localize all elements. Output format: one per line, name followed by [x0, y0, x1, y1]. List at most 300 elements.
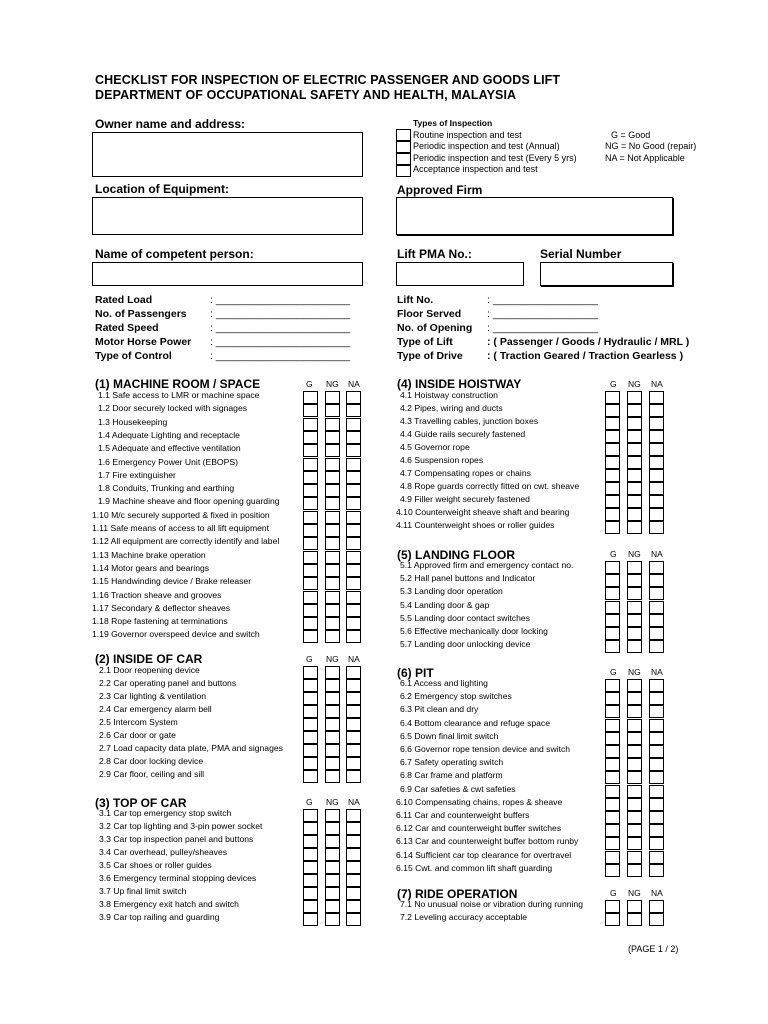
checkbox-ng[interactable]: [627, 601, 642, 614]
section-pit-title: (6) PIT: [397, 666, 434, 680]
checkbox-g[interactable]: [605, 614, 620, 627]
checkbox-g[interactable]: [303, 809, 318, 822]
checklist-item-label: 1.8 Conduits, Trunking and earthing: [98, 483, 235, 493]
checkbox-g[interactable]: [303, 564, 318, 577]
checkbox-na[interactable]: [649, 587, 664, 600]
checkbox-ng[interactable]: [627, 391, 642, 404]
legend-ng: NG = No Good (repair): [605, 141, 697, 151]
control-type-field[interactable]: : _______________________: [210, 350, 351, 362]
checkbox-na[interactable]: [346, 564, 361, 577]
checkbox-na[interactable]: [346, 887, 361, 900]
col-header-ng: NG: [628, 549, 641, 559]
checkbox-g[interactable]: [303, 679, 318, 692]
checkbox-ng[interactable]: [325, 604, 340, 617]
checkbox-g[interactable]: [605, 587, 620, 600]
checkbox-na[interactable]: [346, 809, 361, 822]
checklist-item-label: 2.7 Load capacity data plate, PMA and signages: [99, 743, 283, 753]
checkbox-ng[interactable]: [325, 692, 340, 705]
checklist-item-label: 5.2 Hall panel buttons and Indicator: [400, 573, 536, 583]
checkbox-g[interactable]: [605, 574, 620, 587]
checkbox-na[interactable]: [346, 692, 361, 705]
checkbox-g[interactable]: [303, 431, 318, 444]
checkbox-ng[interactable]: [325, 679, 340, 692]
checkbox-na[interactable]: [649, 771, 664, 784]
checklist-item-label: 3.7 Up final limit switch: [99, 886, 187, 896]
checkbox-ng[interactable]: [627, 758, 642, 771]
checkbox-ng[interactable]: [627, 508, 642, 521]
inspection-type-label: Periodic inspection and test (Every 5 yrs): [413, 153, 577, 163]
checkbox-ng[interactable]: [325, 822, 340, 835]
checkbox-ng[interactable]: [325, 874, 340, 887]
checkbox-na[interactable]: [346, 822, 361, 835]
checkbox-na[interactable]: [346, 537, 361, 550]
col-header-ng: NG: [628, 888, 641, 898]
checkbox-ng[interactable]: [627, 913, 642, 926]
checkbox-g[interactable]: [303, 731, 318, 744]
checklist-item-label: 4.2 Pipes, wiring and ducts: [400, 403, 503, 413]
checkbox-ng[interactable]: [627, 745, 642, 758]
checkbox-ng[interactable]: [627, 640, 642, 653]
floor-served-label: Floor Served: [397, 308, 462, 320]
checkbox-g[interactable]: [303, 887, 318, 900]
checklist-item-label: 3.1 Car top emergency stop switch: [99, 808, 232, 818]
checkbox-ng[interactable]: [325, 391, 340, 404]
checkbox-na[interactable]: [649, 640, 664, 653]
checkbox-ng[interactable]: [325, 497, 340, 510]
checkbox-na[interactable]: [649, 745, 664, 758]
checklist-item-label: 7.1 No unusual noise or vibration during running: [400, 899, 583, 909]
checklist-item-label: 6.2 Emergency stop switches: [400, 691, 512, 701]
checkbox-g[interactable]: [605, 837, 620, 850]
checkbox-na[interactable]: [649, 692, 664, 705]
checkbox-g[interactable]: [303, 617, 318, 630]
drive-type-options[interactable]: : ( Traction Geared / Traction Gearless ): [487, 350, 684, 362]
checkbox-na[interactable]: [346, 458, 361, 471]
checkbox-ng[interactable]: [627, 705, 642, 718]
checkbox-na[interactable]: [346, 731, 361, 744]
checklist-item-label: 2.8 Car door locking device: [99, 756, 204, 766]
checkbox-ng[interactable]: [325, 731, 340, 744]
checkbox-ng[interactable]: [627, 521, 642, 534]
checkbox-g[interactable]: [605, 627, 620, 640]
lift-pma-input[interactable]: [396, 262, 524, 286]
checkbox-g[interactable]: [605, 745, 620, 758]
checkbox-ng[interactable]: [627, 824, 642, 837]
inspection-type-checkbox[interactable]: [396, 141, 411, 153]
approved-firm-input[interactable]: [396, 197, 673, 235]
checkbox-na[interactable]: [649, 705, 664, 718]
checkbox-ng[interactable]: [325, 431, 340, 444]
checkbox-na[interactable]: [649, 851, 664, 864]
checkbox-ng[interactable]: [325, 418, 340, 431]
checklist-item-label: 4.10 Counterweight sheave shaft and bearing: [396, 507, 570, 517]
checkbox-na[interactable]: [649, 837, 664, 850]
checkbox-g[interactable]: [605, 561, 620, 574]
competent-person-input[interactable]: [92, 262, 363, 286]
lift-no-field[interactable]: : __________________: [487, 294, 598, 306]
checkbox-g[interactable]: [605, 508, 620, 521]
checkbox-ng[interactable]: [627, 587, 642, 600]
checkbox-na[interactable]: [346, 604, 361, 617]
checklist-item-label: 3.2 Car top lighting and 3-pin power socket: [99, 821, 263, 831]
checkbox-ng[interactable]: [325, 511, 340, 524]
legend-na: NA = Not Applicable: [605, 153, 685, 163]
checkbox-na[interactable]: [346, 484, 361, 497]
checkbox-na[interactable]: [346, 591, 361, 604]
checkbox-g[interactable]: [605, 391, 620, 404]
checkbox-g[interactable]: [303, 391, 318, 404]
checkbox-g[interactable]: [605, 864, 620, 877]
openings-label: No. of Opening: [397, 322, 473, 334]
checklist-item-label: 4.6 Suspension ropes: [400, 455, 484, 465]
checkbox-na[interactable]: [346, 770, 361, 783]
checkbox-g[interactable]: [303, 630, 318, 643]
checkbox-na[interactable]: [346, 577, 361, 590]
checkbox-na[interactable]: [649, 404, 664, 417]
col-header-ng: NG: [628, 667, 641, 677]
checkbox-g[interactable]: [605, 732, 620, 745]
checkbox-na[interactable]: [649, 495, 664, 508]
lift-pma-label: Lift PMA No.:: [397, 247, 472, 261]
checkbox-ng[interactable]: [325, 630, 340, 643]
checkbox-na[interactable]: [346, 524, 361, 537]
checkbox-g[interactable]: [605, 404, 620, 417]
inspection-type-checkbox[interactable]: [396, 153, 411, 165]
checkbox-ng[interactable]: [627, 561, 642, 574]
checkbox-ng[interactable]: [325, 835, 340, 848]
checkbox-g[interactable]: [303, 444, 318, 457]
checkbox-g[interactable]: [303, 458, 318, 471]
passengers-field[interactable]: : _______________________: [210, 308, 351, 320]
checkbox-na[interactable]: [649, 900, 664, 913]
checkbox-na[interactable]: [346, 757, 361, 770]
checkbox-g[interactable]: [605, 771, 620, 784]
checkbox-ng[interactable]: [627, 811, 642, 824]
checkbox-ng[interactable]: [325, 718, 340, 731]
checkbox-g[interactable]: [303, 404, 318, 417]
checkbox-na[interactable]: [649, 430, 664, 443]
checkbox-g[interactable]: [605, 851, 620, 864]
checkbox-na[interactable]: [649, 574, 664, 587]
checkbox-na[interactable]: [649, 864, 664, 877]
checkbox-ng[interactable]: [325, 577, 340, 590]
checkbox-na[interactable]: [649, 811, 664, 824]
checkbox-g[interactable]: [303, 822, 318, 835]
checkbox-g[interactable]: [303, 835, 318, 848]
checkbox-na[interactable]: [346, 666, 361, 679]
checkbox-ng[interactable]: [627, 469, 642, 482]
checkbox-g[interactable]: [303, 913, 318, 926]
checklist-item-label: 1.15 Handwinding device / Brake releaser: [92, 576, 252, 586]
checkbox-g[interactable]: [605, 679, 620, 692]
checkbox-ng[interactable]: [627, 864, 642, 877]
checkbox-g[interactable]: [303, 511, 318, 524]
checklist-item-label: 3.9 Car top railing and guarding: [99, 912, 220, 922]
checklist-item-label: 5.5 Landing door contact switches: [400, 613, 530, 623]
checkbox-ng[interactable]: [325, 861, 340, 874]
checkbox-g[interactable]: [303, 524, 318, 537]
checklist-item-label: 4.8 Rope guards correctly fitted on cwt. sheave: [400, 481, 580, 491]
checkbox-na[interactable]: [346, 511, 361, 524]
checkbox-na[interactable]: [649, 798, 664, 811]
checkbox-ng[interactable]: [325, 537, 340, 550]
checkbox-g[interactable]: [605, 430, 620, 443]
checkbox-ng[interactable]: [627, 614, 642, 627]
checkbox-ng[interactable]: [627, 430, 642, 443]
checkbox-g[interactable]: [303, 705, 318, 718]
checkbox-ng[interactable]: [325, 900, 340, 913]
checkbox-g[interactable]: [303, 551, 318, 564]
approved-firm-label: Approved Firm: [397, 183, 483, 197]
checkbox-ng[interactable]: [627, 443, 642, 456]
location-input[interactable]: [92, 197, 363, 235]
rated-load-field[interactable]: : _______________________: [210, 294, 351, 306]
checkbox-na[interactable]: [346, 551, 361, 564]
checkbox-na[interactable]: [346, 913, 361, 926]
location-label: Location of Equipment:: [95, 182, 229, 196]
section-hoistway-title: (4) INSIDE HOISTWAY: [397, 377, 522, 391]
checklist-item-label: 1.2 Door securely locked with signages: [98, 403, 248, 413]
checkbox-na[interactable]: [346, 744, 361, 757]
checklist-item-label: 3.8 Emergency exit hatch and switch: [99, 899, 239, 909]
floor-served-field[interactable]: : __________________: [487, 308, 598, 320]
checkbox-g[interactable]: [303, 900, 318, 913]
checklist-item-label: 6.7 Safety operating switch: [400, 757, 504, 767]
checkbox-g[interactable]: [303, 666, 318, 679]
checkbox-g[interactable]: [303, 874, 318, 887]
checkbox-ng[interactable]: [325, 591, 340, 604]
checkbox-ng[interactable]: [627, 719, 642, 732]
checkbox-g[interactable]: [605, 417, 620, 430]
checkbox-na[interactable]: [346, 848, 361, 861]
checkbox-ng[interactable]: [325, 809, 340, 822]
checkbox-na[interactable]: [649, 508, 664, 521]
checkbox-na[interactable]: [346, 497, 361, 510]
department-title: DEPARTMENT OF OCCUPATIONAL SAFETY AND HEALTH, MALAYSIA: [95, 88, 517, 102]
inspection-type-label: Acceptance inspection and test: [413, 164, 538, 174]
checkbox-g[interactable]: [605, 719, 620, 732]
checkbox-na[interactable]: [649, 601, 664, 614]
col-header-na: NA: [651, 667, 663, 677]
checklist-item-label: 1.7 Fire extinguisher: [98, 470, 176, 480]
checkbox-g[interactable]: [605, 456, 620, 469]
checkbox-na[interactable]: [346, 900, 361, 913]
checkbox-ng[interactable]: [627, 771, 642, 784]
checkbox-g[interactable]: [303, 471, 318, 484]
checklist-item-label: 1.1 Safe access to LMR or machine space: [98, 390, 260, 400]
checkbox-ng[interactable]: [627, 732, 642, 745]
checkbox-na[interactable]: [346, 861, 361, 874]
col-header-ng: NG: [628, 379, 641, 389]
checkbox-g[interactable]: [605, 824, 620, 837]
motor-hp-field[interactable]: : _______________________: [210, 336, 351, 348]
checkbox-na[interactable]: [346, 718, 361, 731]
checkbox-g[interactable]: [303, 757, 318, 770]
checkbox-g[interactable]: [605, 798, 620, 811]
checkbox-g[interactable]: [605, 705, 620, 718]
checkbox-na[interactable]: [346, 418, 361, 431]
col-header-g: G: [610, 667, 617, 677]
checkbox-g[interactable]: [605, 469, 620, 482]
checkbox-g[interactable]: [303, 861, 318, 874]
checklist-item-label: 1.5 Adequate and effective ventilation: [98, 443, 241, 453]
checkbox-ng[interactable]: [627, 837, 642, 850]
checkbox-ng[interactable]: [325, 617, 340, 630]
checkbox-g[interactable]: [303, 744, 318, 757]
checkbox-na[interactable]: [649, 469, 664, 482]
checkbox-na[interactable]: [649, 391, 664, 404]
checklist-item-label: 2.4 Car emergency alarm bell: [99, 704, 212, 714]
col-header-g: G: [306, 654, 313, 664]
checklist-item-label: 3.4 Car overhead, pulley/sheaves: [99, 847, 228, 857]
checkbox-g[interactable]: [605, 601, 620, 614]
checkbox-na[interactable]: [346, 630, 361, 643]
serial-number-input[interactable]: [540, 262, 673, 286]
inspection-type-checkbox[interactable]: [396, 165, 411, 177]
checklist-item-label: 4.9 Filler weight securely fastened: [400, 494, 530, 504]
checkbox-g[interactable]: [605, 443, 620, 456]
checkbox-g[interactable]: [605, 521, 620, 534]
checkbox-ng[interactable]: [325, 404, 340, 417]
checkbox-g[interactable]: [605, 900, 620, 913]
rated-speed-field[interactable]: : _______________________: [210, 322, 351, 334]
checkbox-ng[interactable]: [325, 744, 340, 757]
checkbox-ng[interactable]: [627, 851, 642, 864]
checkbox-ng[interactable]: [627, 900, 642, 913]
owner-input[interactable]: [92, 132, 363, 177]
checkbox-na[interactable]: [649, 732, 664, 745]
checkbox-ng[interactable]: [325, 484, 340, 497]
checklist-item-label: 1.18 Rope fastening at terminations: [92, 616, 228, 626]
checkbox-ng[interactable]: [325, 848, 340, 861]
col-header-na: NA: [348, 379, 360, 389]
checkbox-na[interactable]: [649, 561, 664, 574]
checkbox-ng[interactable]: [325, 524, 340, 537]
checklist-item-label: 6.14 Sufficient car top clearance for overtravel: [396, 850, 572, 860]
checkbox-g[interactable]: [605, 758, 620, 771]
checkbox-na[interactable]: [346, 431, 361, 444]
checkbox-g[interactable]: [303, 418, 318, 431]
checkbox-ng[interactable]: [325, 887, 340, 900]
checklist-item-label: 2.3 Car lighting & ventilation: [99, 691, 207, 701]
checkbox-ng[interactable]: [627, 495, 642, 508]
checkbox-na[interactable]: [649, 913, 664, 926]
checkbox-na[interactable]: [346, 679, 361, 692]
checkbox-g[interactable]: [605, 913, 620, 926]
checkbox-ng[interactable]: [627, 679, 642, 692]
checkbox-g[interactable]: [605, 811, 620, 824]
checkbox-na[interactable]: [649, 785, 664, 798]
checkbox-na[interactable]: [649, 456, 664, 469]
checkbox-ng[interactable]: [627, 692, 642, 705]
checkbox-na[interactable]: [649, 443, 664, 456]
checkbox-ng[interactable]: [627, 456, 642, 469]
checkbox-ng[interactable]: [627, 785, 642, 798]
checkbox-ng[interactable]: [325, 666, 340, 679]
checkbox-ng[interactable]: [325, 757, 340, 770]
checklist-item-label: 6.1 Access and lighting: [400, 678, 488, 688]
checkbox-g[interactable]: [303, 770, 318, 783]
checkbox-ng[interactable]: [325, 705, 340, 718]
checkbox-na[interactable]: [346, 705, 361, 718]
checkbox-na[interactable]: [649, 614, 664, 627]
checkbox-g[interactable]: [303, 577, 318, 590]
checkbox-na[interactable]: [649, 627, 664, 640]
checkbox-ng[interactable]: [325, 913, 340, 926]
checkbox-ng[interactable]: [627, 404, 642, 417]
col-header-na: NA: [651, 549, 663, 559]
checkbox-na[interactable]: [649, 824, 664, 837]
checklist-item-label: 1.6 Emergency Power Unit (EBOPS): [98, 457, 238, 467]
checklist-item-label: 6.12 Car and counterweight buffer switches: [396, 823, 562, 833]
checkbox-na[interactable]: [346, 471, 361, 484]
checklist-item-label: 6.13 Car and counterweight buffer bottom runby: [396, 836, 579, 846]
checkbox-na[interactable]: [346, 874, 361, 887]
checkbox-na[interactable]: [649, 758, 664, 771]
checkbox-na[interactable]: [649, 417, 664, 430]
checkbox-na[interactable]: [346, 617, 361, 630]
lift-type-options[interactable]: : ( Passenger / Goods / Hydraulic / MRL ): [487, 336, 690, 348]
checkbox-g[interactable]: [303, 692, 318, 705]
checkbox-na[interactable]: [346, 835, 361, 848]
checkbox-g[interactable]: [605, 692, 620, 705]
checkbox-ng[interactable]: [325, 770, 340, 783]
checkbox-g[interactable]: [303, 497, 318, 510]
checkbox-ng[interactable]: [627, 627, 642, 640]
checkbox-g[interactable]: [303, 718, 318, 731]
checkbox-g[interactable]: [605, 785, 620, 798]
checkbox-g[interactable]: [605, 640, 620, 653]
checkbox-g[interactable]: [303, 537, 318, 550]
owner-label: Owner name and address:: [95, 117, 246, 131]
checkbox-ng[interactable]: [627, 798, 642, 811]
checkbox-g[interactable]: [303, 591, 318, 604]
checkbox-ng[interactable]: [627, 417, 642, 430]
checkbox-g[interactable]: [605, 495, 620, 508]
checkbox-na[interactable]: [649, 521, 664, 534]
checkbox-ng[interactable]: [627, 574, 642, 587]
inspection-type-checkbox[interactable]: [396, 129, 411, 141]
checkbox-na[interactable]: [649, 482, 664, 495]
checkbox-g[interactable]: [605, 482, 620, 495]
checkbox-g[interactable]: [303, 848, 318, 861]
checkbox-na[interactable]: [649, 719, 664, 732]
checklist-item-label: 1.19 Governor overspeed device and switch: [92, 629, 260, 639]
checklist-item-label: 2.5 Intercom System: [99, 717, 178, 727]
checkbox-g[interactable]: [303, 484, 318, 497]
checkbox-g[interactable]: [303, 604, 318, 617]
openings-field[interactable]: : __________________: [487, 322, 598, 334]
checkbox-na[interactable]: [649, 679, 664, 692]
checkbox-na[interactable]: [346, 404, 361, 417]
checklist-item-label: 1.13 Machine brake operation: [92, 550, 206, 560]
checklist-item-label: 1.16 Traction sheave and grooves: [92, 590, 222, 600]
checklist-item-label: 1.14 Motor gears and bearings: [92, 563, 210, 573]
checkbox-na[interactable]: [346, 444, 361, 457]
section-machine-room-title: (1) MACHINE ROOM / SPACE: [95, 377, 261, 391]
checkbox-ng[interactable]: [325, 471, 340, 484]
competent-person-label: Name of competent person:: [95, 247, 254, 261]
checkbox-ng[interactable]: [325, 551, 340, 564]
checkbox-ng[interactable]: [627, 482, 642, 495]
rated-speed-label: Rated Speed: [95, 322, 159, 334]
checkbox-ng[interactable]: [325, 444, 340, 457]
checkbox-na[interactable]: [346, 391, 361, 404]
section-landing-floor-title: (5) LANDING FLOOR: [397, 548, 515, 562]
checkbox-ng[interactable]: [325, 458, 340, 471]
checkbox-ng[interactable]: [325, 564, 340, 577]
inspection-types-title: Types of Inspection: [413, 118, 493, 128]
